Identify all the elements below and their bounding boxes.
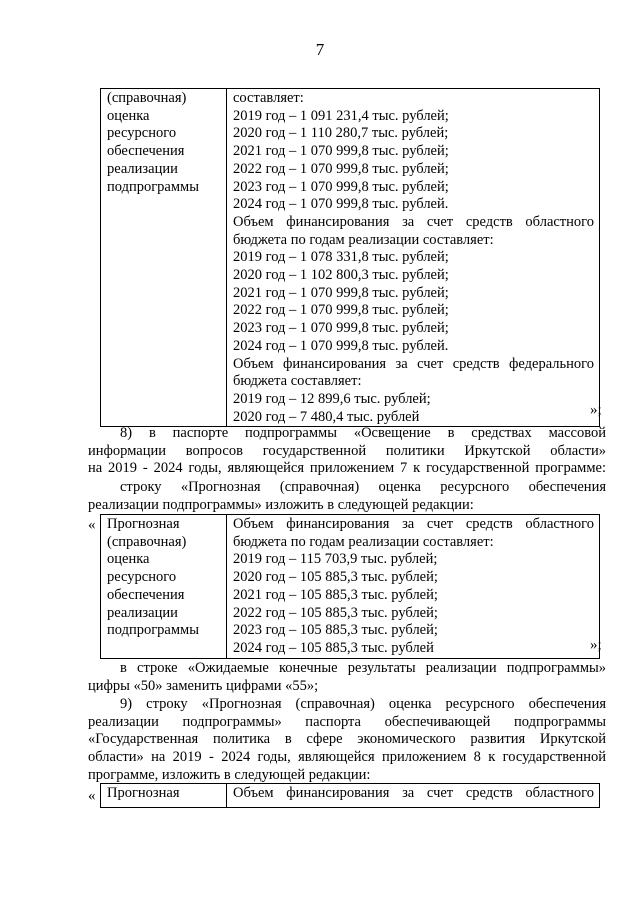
paragraph-line: цифры «50» заменить цифрами «55»; (88, 677, 319, 694)
table-row (101, 515, 600, 659)
table2-open-quote: « (88, 517, 96, 533)
table1-right-line: 2019 год – 1 078 331,8 тыс. рублей; (233, 249, 449, 266)
table2-left-cell (101, 515, 227, 659)
table2-left-line: оценка (107, 551, 150, 568)
resource-table-3 (100, 783, 600, 808)
table2-right-line: 2024 год – 105 885,3 тыс. рублей (233, 639, 434, 656)
table1-right-line: Объем финансирования за счет средств областного (233, 213, 594, 230)
table1-left-line: (справочная) (107, 90, 187, 106)
table1-right-line: 2024 год – 1 070 999,8 тыс. рублей. (233, 196, 449, 213)
table1-left-line: оценка (107, 107, 150, 124)
table1-right-line: 2020 год – 7 480,4 тыс. рублей (233, 408, 420, 425)
table2-left-line: реализации (107, 604, 178, 621)
paragraph-line: 9) строку «Прогнозная (справочная) оценка ресурсного обеспечения (120, 696, 606, 712)
table1-left-line: подпрограммы (107, 178, 199, 195)
table1-right-line: 2022 год – 1 070 999,8 тыс. рублей; (233, 160, 449, 177)
table3-right-cell (227, 784, 600, 808)
table1-right-cell (227, 89, 600, 427)
table1-right-line: 2021 год – 1 070 999,8 тыс. рублей; (233, 143, 449, 160)
table2-right-line: 2021 год – 105 885,3 тыс. рублей; (233, 586, 438, 603)
page-number: 7 (315, 40, 325, 59)
table2-right-line: Объем финансирования за счет средств областного (233, 516, 594, 532)
paragraph-line: «Государственная политика в сфере экономического развития Иркутской (88, 731, 606, 748)
paragraph-9 (88, 696, 606, 785)
table3-open-quote: « (88, 788, 96, 804)
paragraph-line: на 2019 - 2024 годы, являющейся приложением 7 к государственной программе: (88, 460, 606, 477)
table3-left-cell (101, 784, 227, 808)
resource-table-1 (100, 88, 600, 427)
table2-right-line: бюджета по годам реализации составляет: (233, 533, 494, 550)
table1-right-line: 2022 год – 1 070 999,8 тыс. рублей; (233, 302, 449, 319)
table1-right-line: 2024 год – 1 070 999,8 тыс. рублей. (233, 337, 449, 354)
table1-left-cell (101, 89, 227, 427)
table2-left-line: обеспечения (107, 586, 185, 603)
table1-right-line: 2019 год – 1 091 231,4 тыс. рублей; (233, 107, 449, 124)
paragraph-line: реализации подпрограммы» паспорта обеспечивающей подпрограммы (88, 713, 606, 730)
table1-right-line: Объем финансирования за счет средств федерального (233, 355, 594, 372)
paragraph-line: 8) в паспорте подпрограммы «Освещение в средствах массовой (120, 425, 606, 441)
table-row (101, 89, 600, 427)
table1-right-line: 2023 год – 1 070 999,8 тыс. рублей; (233, 178, 449, 195)
table1-right-line: 2020 год – 1 110 280,7 тыс. рублей; (233, 125, 449, 142)
table1-left-line: реализации (107, 160, 178, 177)
table1-right-line: 2020 год – 1 102 800,3 тыс. рублей; (233, 267, 449, 284)
paragraph-expected-results (88, 660, 606, 695)
table2-right-line: 2019 год – 115 703,9 тыс. рублей; (233, 551, 438, 568)
table2-left-line: (справочная) (107, 533, 187, 550)
table2-left-line: Прогнозная (107, 516, 180, 532)
table1-close-quote: »; (590, 402, 602, 418)
table2-close-quote: »; (590, 637, 602, 653)
table3-left-line: Прогнозная (107, 785, 180, 801)
table-row (101, 784, 600, 808)
table2-left-line: подпрограммы (107, 622, 199, 639)
table2-right-line: 2023 год – 105 885,3 тыс. рублей; (233, 622, 438, 639)
paragraph-line: информации вопросов государственной политики Иркутской области» (88, 442, 606, 459)
paragraph-8 (88, 425, 606, 478)
paragraph-line: в строке «Ожидаемые конечные результаты реализации подпрограммы» (120, 660, 606, 676)
table3-right-line: Объем финансирования за счет средств областного (233, 785, 594, 801)
table2-right-line: 2020 год – 105 885,3 тыс. рублей; (233, 569, 438, 586)
paragraph-line: строку «Прогнозная (справочная) оценка ресурсного обеспечения (120, 479, 606, 495)
table1-right-line: бюджета по годам реализации составляет: (233, 231, 494, 248)
table1-right-line: 2019 год – 12 899,6 тыс. рублей; (233, 390, 431, 407)
table1-right-line: 2023 год – 1 070 999,8 тыс. рублей; (233, 320, 449, 337)
paragraph-line: области» на 2019 - 2024 годы, являющейся приложением 8 к государственной (88, 749, 606, 766)
table1-right-line: 2021 год – 1 070 999,8 тыс. рублей; (233, 284, 449, 301)
table2-left-line: ресурсного (107, 569, 177, 586)
table1-left-line: обеспечения (107, 143, 185, 160)
table1-right-line: бюджета составляет: (233, 373, 362, 390)
paragraph-8-instruction (88, 479, 606, 514)
table2-right-line: 2022 год – 105 885,3 тыс. рублей; (233, 604, 438, 621)
table2-right-cell (227, 515, 600, 659)
resource-table-2 (100, 514, 600, 659)
table1-right-line: составляет: (233, 90, 304, 106)
paragraph-line: программе, изложить в следующей редакции: (88, 766, 371, 783)
paragraph-line: реализации подпрограммы» изложить в следующей редакции: (88, 496, 474, 513)
table1-left-line: ресурсного (107, 125, 177, 142)
